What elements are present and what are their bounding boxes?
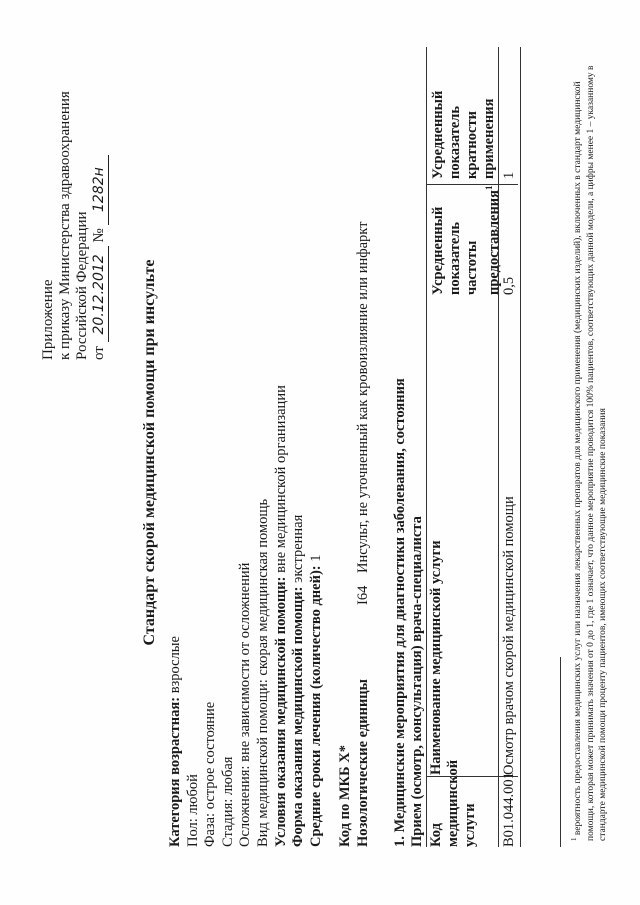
col-divider-3	[426, 184, 518, 185]
param-label: Фаза:	[202, 812, 219, 847]
param-row	[237, 385, 255, 847]
mkb-block	[336, 222, 372, 847]
document-title: Стандарт скорой медицинской помощи при инсульте	[141, 259, 158, 646]
param-value: экстренная	[290, 514, 307, 587]
appendix-date-line	[91, 91, 109, 360]
param-row	[273, 385, 291, 847]
section-heading	[392, 378, 426, 847]
param-label: Средние сроки лечения (количество дней):	[307, 565, 324, 847]
param-label: Стадия:	[219, 798, 236, 847]
mkb-code-label: Код по МКБ X*	[337, 745, 353, 847]
param-value: 1	[307, 554, 324, 566]
footnote-text: вероятность предоставления медицинских услуг или назначения лекарственных препаратов для медицинского применения (медицинских изделий), включенных в стандарт медицинской помощи, которая может принимать значения от 0 до 1, где 1 означает, что данное мероприятие проводится 100% пациентов, соответствующих данной модели, а цифры менее 1 – указанному в стандарте медицинской помощи проценту пациентов, имеющих соответствующие медицинские показания	[573, 65, 609, 841]
section-title: 1. Медицинские мероприятия для диагностики заболевания, состояния	[392, 378, 408, 847]
param-row	[167, 385, 185, 847]
param-value: скорая медицинская помощь	[254, 498, 271, 680]
head-name: Наименование медицинской услуги	[428, 540, 444, 775]
param-value: любая	[219, 756, 236, 799]
number-label: №	[91, 228, 107, 243]
param-row	[308, 385, 326, 847]
appendix-line-1: Приложение	[40, 279, 56, 360]
param-row	[290, 385, 308, 847]
footnote-marker: 1	[570, 837, 578, 841]
param-value: вне медицинской организации	[272, 385, 289, 577]
row-multiplicity: 1	[501, 171, 517, 179]
nosology-row	[354, 222, 372, 847]
handwritten-number: 1282н	[91, 155, 109, 225]
param-label: Пол:	[184, 818, 201, 847]
table-bottom-border	[520, 47, 521, 847]
appendix-block	[40, 91, 109, 360]
footnote	[568, 51, 610, 841]
row-code: B01.044.001	[501, 772, 517, 847]
param-label: Категория возрастная:	[167, 696, 183, 847]
param-value: вне зависимости от осложнений	[237, 562, 254, 766]
nosology-label: Нозологические единицы	[355, 679, 371, 847]
head-multiplicity: Усредненный показатель кратности применения	[430, 90, 497, 179]
mkb-name: Инсульт, не уточненный как кровоизлияние или инфаркт	[355, 221, 371, 573]
param-value: острое состояние	[202, 701, 219, 813]
footnote-separator	[560, 657, 561, 847]
handwritten-date: 20.12.2012	[91, 246, 109, 342]
standard-parameters	[167, 385, 325, 847]
section-subtitle: Прием (осмотр, консультация) врача-специалиста	[409, 516, 425, 847]
param-label: Форма оказания медицинской помощи:	[290, 586, 307, 847]
param-row	[202, 385, 220, 847]
appendix-line-3: Российской Федерации	[74, 211, 90, 360]
head-frequency: Усредненный показатель частоты предоставления$^1$	[430, 185, 502, 295]
param-row	[185, 385, 203, 847]
row-frequency: 0,5	[501, 276, 517, 295]
from-label: от	[91, 346, 107, 360]
param-value: взрослые	[167, 636, 183, 697]
head-code: Код медицинской услуги	[428, 759, 478, 847]
param-label: Условия оказания медицинской помощи:	[272, 576, 289, 847]
mkb-code: I64	[355, 585, 371, 605]
row-name: Осмотр врачом скорой медицинской помощи	[501, 496, 517, 775]
param-label: Осложнения:	[237, 765, 254, 847]
table-top-border	[426, 47, 427, 847]
table-header-bottom-border	[498, 47, 499, 847]
param-value: любой	[184, 774, 201, 819]
param-label: Вид медицинской помощи:	[254, 679, 271, 847]
appendix-line-2: к приказу Министерства здравоохранения	[57, 91, 73, 360]
param-row	[220, 385, 238, 847]
param-row	[255, 385, 273, 847]
